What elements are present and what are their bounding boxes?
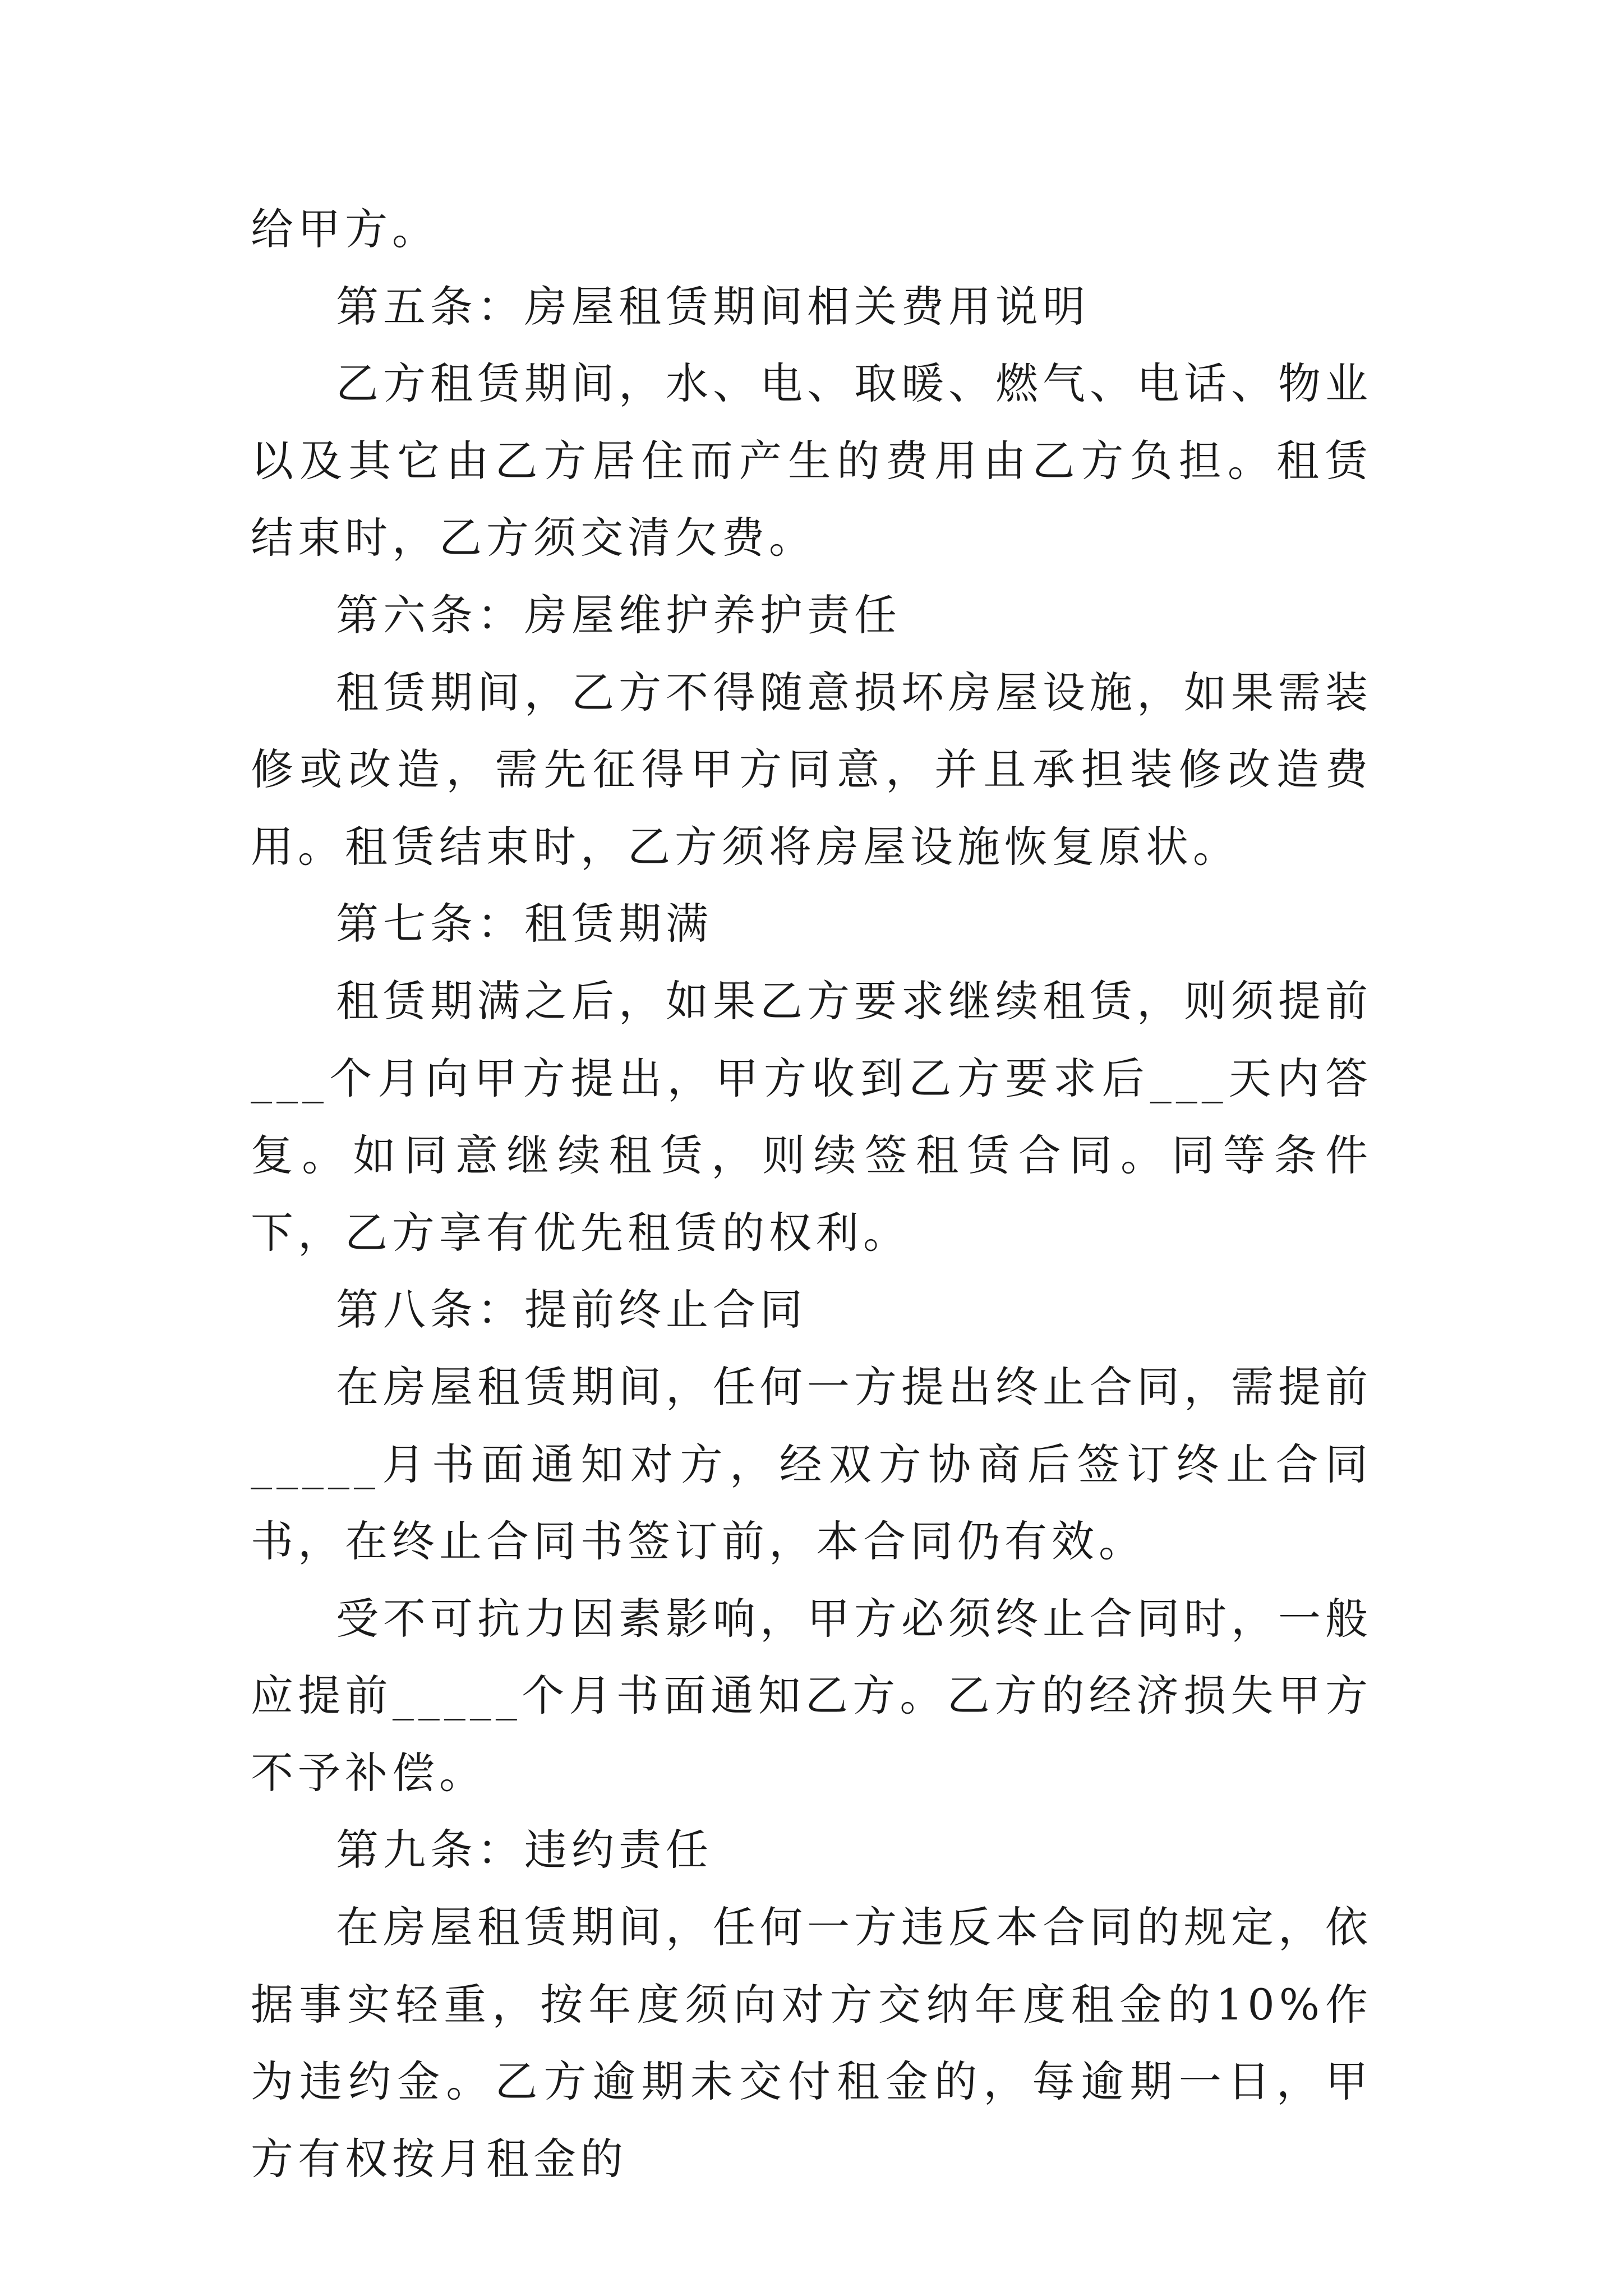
article-9-paragraph: 在房屋租赁期间，任何一方违反本合同的规定，依据事实轻重，按年度须向对方交纳年度租金的10%作为违约金。乙方逾期未交付租金的，每逾期一日，甲方有权按月租金的 [251, 1902, 1372, 2184]
article-8-paragraph-1: 在房屋租赁期间，任何一方提出终止合同，需提前_____月书面通知对方，经双方协商后签订终止合同书，在终止合同书签订前，本合同仍有效。 [251, 1361, 1372, 1567]
article-9-heading: 第九条：违约责任 [336, 1825, 713, 1875]
article-7-heading: 第七条：租赁期满 [336, 899, 713, 949]
paragraph-continuation: 给甲方。 [251, 204, 439, 254]
article-6-heading: 第六条：房屋维护养护责任 [336, 590, 901, 640]
article-7-paragraph: 租赁期满之后，如果乙方要求继续租赁，则须提前___个月向甲方提出，甲方收到乙方要求后___天内答复。如同意继续租赁，则续签租赁合同。同等条件下，乙方享有优先租赁的权利。 [251, 976, 1372, 1258]
article-5-paragraph: 乙方租赁期间，水、电、取暖、燃气、电话、物业以及其它由乙方居住而产生的费用由乙方负担。租赁结束时，乙方须交清欠费。 [251, 358, 1372, 563]
article-8-heading: 第八条：提前终止合同 [336, 1285, 807, 1335]
article-5-heading: 第五条：房屋租赁期间相关费用说明 [336, 281, 1090, 332]
article-6-paragraph: 租赁期间，乙方不得随意损坏房屋设施，如果需装修或改造，需先征得甲方同意，并且承担装修改造费用。租赁结束时，乙方须将房屋设施恢复原状。 [251, 667, 1372, 872]
document-body [251, 191, 1372, 2197]
article-8-paragraph-2: 受不可抗力因素影响，甲方必须终止合同时，一般应提前_____个月书面通知乙方。乙方的经济损失甲方不予补偿。 [251, 1593, 1372, 1798]
